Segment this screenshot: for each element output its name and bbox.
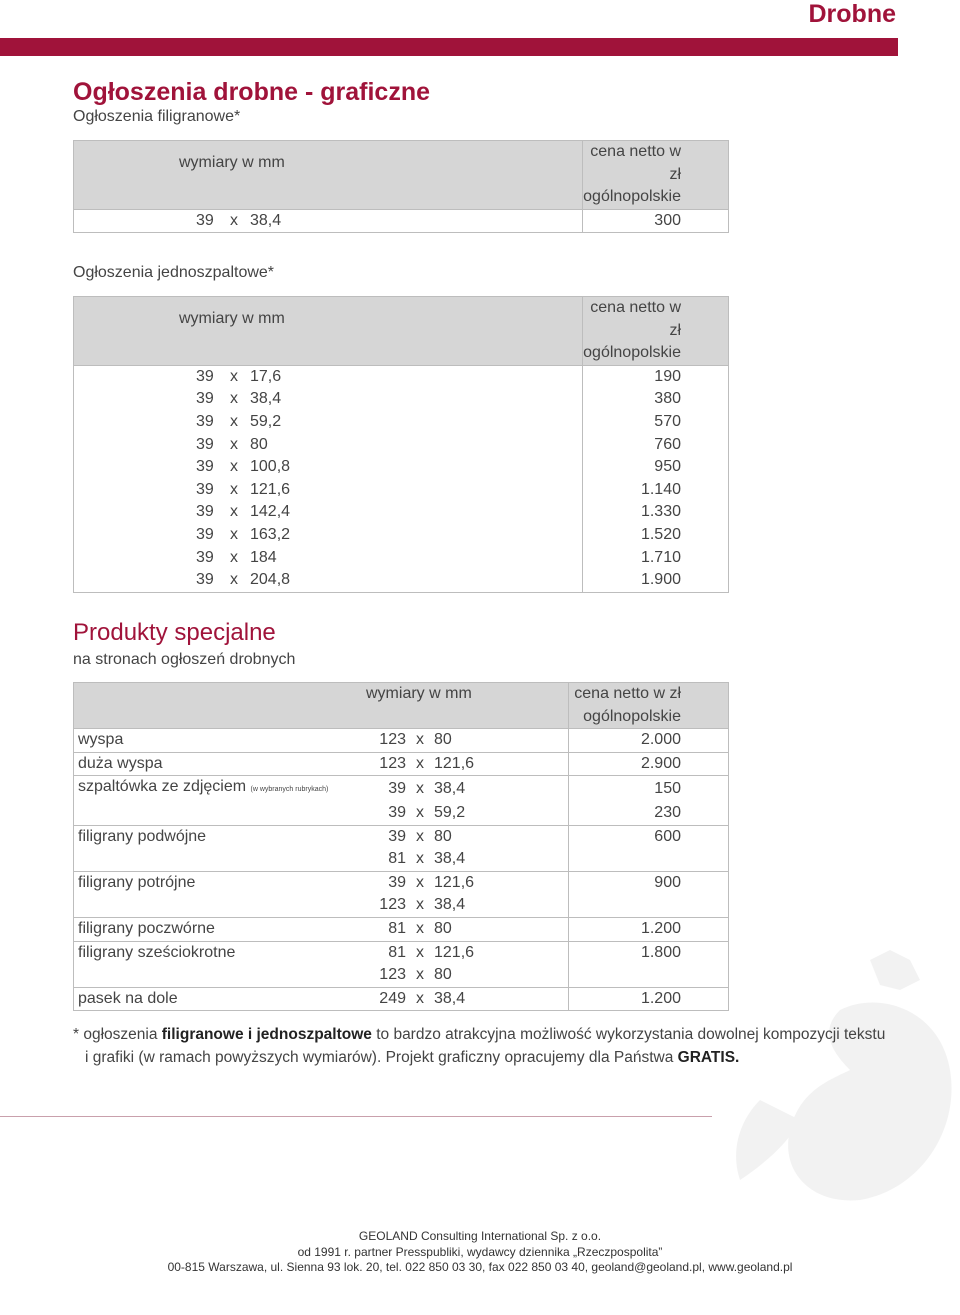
table-header-row bbox=[74, 683, 729, 706]
table-row bbox=[74, 569, 729, 592]
header-bar bbox=[0, 38, 898, 56]
price-cell: 1.800 bbox=[569, 941, 729, 964]
product-name: filigrany poczwórne bbox=[78, 919, 215, 937]
product-name-cell bbox=[74, 802, 336, 825]
table-header-row bbox=[74, 706, 729, 729]
height-value: 38,4 bbox=[250, 211, 282, 229]
price-cell bbox=[569, 964, 729, 987]
price-cell: 950 bbox=[583, 456, 729, 479]
dimensions-cell bbox=[74, 388, 583, 411]
product-name: wyspa bbox=[78, 731, 124, 749]
product-name: duża wyspa bbox=[78, 754, 163, 772]
width-value: 39 bbox=[196, 412, 214, 430]
price-cell: 230 bbox=[569, 802, 729, 825]
page-title: Ogłoszenia drobne - graficzne bbox=[73, 78, 430, 106]
product-note: (w wybranych rubrykach) bbox=[250, 786, 329, 794]
height-value: 204,8 bbox=[250, 571, 291, 589]
dimensions-cell bbox=[74, 209, 583, 233]
height-value: 121,6 bbox=[434, 873, 475, 891]
dimensions-cell bbox=[335, 917, 569, 941]
product-name-cell bbox=[74, 987, 336, 1011]
times-sign: x bbox=[416, 966, 424, 984]
dimensions-cell bbox=[335, 987, 569, 1011]
height-value: 184 bbox=[250, 548, 277, 566]
price-cell: 570 bbox=[583, 411, 729, 434]
width-value: 39 bbox=[388, 779, 406, 797]
height-value: 163,2 bbox=[250, 525, 291, 543]
product-name-cell bbox=[74, 917, 336, 941]
product-name: pasek na dole bbox=[78, 989, 178, 1007]
table-row bbox=[74, 524, 729, 547]
dimensions-cell bbox=[335, 848, 569, 871]
table-row bbox=[74, 987, 729, 1011]
times-sign: x bbox=[230, 390, 238, 408]
footer-contact: 00-815 Warszawa, ul. Sienna 93 lok. 20, tel. 022 850 03 30, fax 022 850 03 40, geoland@geoland.pl, www.geoland.pl bbox=[167, 1260, 793, 1274]
table-row bbox=[74, 456, 729, 479]
table-row bbox=[74, 776, 729, 802]
dimensions-cell bbox=[335, 802, 569, 825]
price-cell: 1.900 bbox=[583, 569, 729, 592]
header-price: cena netto w zł bbox=[583, 141, 729, 187]
section-tab-title: Drobne bbox=[808, 0, 896, 28]
table-row bbox=[74, 917, 729, 941]
width-value: 123 bbox=[379, 754, 406, 772]
single-column-subtitle: Ogłoszenia jednoszpaltowe* bbox=[73, 264, 275, 281]
footer-divider bbox=[0, 1116, 712, 1117]
width-value: 39 bbox=[196, 503, 214, 521]
width-value: 39 bbox=[196, 525, 214, 543]
table-row bbox=[74, 547, 729, 570]
height-value: 80 bbox=[434, 966, 452, 984]
height-value: 38,4 bbox=[434, 779, 466, 797]
footnote-text-1: * ogłoszenia bbox=[73, 1026, 162, 1043]
table-row bbox=[74, 729, 729, 753]
dimensions-cell bbox=[335, 729, 569, 753]
single-column-price-table bbox=[73, 296, 729, 593]
product-name-cell bbox=[74, 894, 336, 917]
price-cell: 900 bbox=[569, 871, 729, 894]
times-sign: x bbox=[416, 919, 424, 937]
times-sign: x bbox=[230, 367, 238, 385]
table-row bbox=[74, 501, 729, 524]
times-sign: x bbox=[230, 548, 238, 566]
special-products-title: Produkty specjalne bbox=[73, 619, 276, 646]
product-name-cell bbox=[74, 848, 336, 871]
table-row bbox=[74, 894, 729, 917]
price-cell: 2.000 bbox=[569, 729, 729, 753]
width-value: 39 bbox=[388, 827, 406, 845]
header-price-scope: ogólnopolskie bbox=[583, 342, 729, 365]
table-row bbox=[74, 411, 729, 434]
times-sign: x bbox=[416, 754, 424, 772]
dimensions-cell bbox=[74, 547, 583, 570]
width-value: 249 bbox=[379, 989, 406, 1007]
height-value: 59,2 bbox=[434, 803, 466, 821]
table-row bbox=[74, 825, 729, 848]
times-sign: x bbox=[230, 458, 238, 476]
height-value: 142,4 bbox=[250, 503, 291, 521]
width-value: 39 bbox=[196, 548, 214, 566]
table-row bbox=[74, 848, 729, 871]
header-price: cena netto w zł bbox=[569, 683, 729, 706]
special-products-subtitle: na stronach ogłoszeń drobnych bbox=[73, 651, 296, 668]
header-price-scope: ogólnopolskie bbox=[583, 186, 729, 209]
height-value: 38,4 bbox=[434, 896, 466, 914]
dimensions-cell bbox=[74, 524, 583, 547]
width-value: 39 bbox=[196, 390, 214, 408]
height-value: 121,6 bbox=[434, 754, 475, 772]
table-header-row bbox=[74, 342, 729, 365]
product-name-cell bbox=[74, 729, 336, 753]
price-cell: 150 bbox=[569, 776, 729, 802]
footnote-text-3: i grafiki (w ramach powyższych wymiarów). Projekt graficzny opracujemy dla Państwa bbox=[85, 1049, 678, 1066]
table-row bbox=[74, 964, 729, 987]
table-row bbox=[74, 434, 729, 457]
table-header-row bbox=[74, 141, 729, 187]
price-cell: 1.140 bbox=[583, 479, 729, 502]
price-cell bbox=[569, 894, 729, 917]
footnote bbox=[73, 1023, 893, 1069]
eagle-watermark-icon bbox=[720, 950, 960, 1210]
filigree-price-table bbox=[73, 140, 729, 233]
width-value: 81 bbox=[388, 919, 406, 937]
height-value: 38,4 bbox=[434, 989, 466, 1007]
product-name-cell bbox=[74, 941, 336, 964]
dimensions-cell bbox=[74, 456, 583, 479]
height-value: 121,6 bbox=[250, 480, 291, 498]
special-products-table bbox=[73, 682, 729, 1011]
product-name-cell bbox=[74, 752, 336, 776]
header-dimensions: wymiary w mm bbox=[74, 297, 583, 343]
price-cell: 1.200 bbox=[569, 917, 729, 941]
height-value: 100,8 bbox=[250, 458, 291, 476]
dimensions-cell bbox=[74, 501, 583, 524]
times-sign: x bbox=[416, 896, 424, 914]
price-cell: 1.330 bbox=[583, 501, 729, 524]
dimensions-cell bbox=[74, 479, 583, 502]
times-sign: x bbox=[416, 989, 424, 1007]
price-cell: 760 bbox=[583, 434, 729, 457]
width-value: 81 bbox=[388, 943, 406, 961]
product-name-cell bbox=[74, 776, 336, 802]
times-sign: x bbox=[416, 827, 424, 845]
dimensions-cell bbox=[335, 941, 569, 964]
times-sign: x bbox=[230, 571, 238, 589]
width-value: 81 bbox=[388, 850, 406, 868]
dimensions-cell bbox=[335, 871, 569, 894]
height-value: 59,2 bbox=[250, 412, 282, 430]
dimensions-cell bbox=[335, 894, 569, 917]
times-sign: x bbox=[416, 779, 424, 797]
times-sign: x bbox=[416, 850, 424, 868]
price-cell: 1.200 bbox=[569, 987, 729, 1011]
price-cell: 190 bbox=[583, 365, 729, 388]
times-sign: x bbox=[230, 211, 238, 229]
table-row bbox=[74, 388, 729, 411]
times-sign: x bbox=[230, 435, 238, 453]
dimensions-cell bbox=[74, 411, 583, 434]
table-row bbox=[74, 479, 729, 502]
width-value: 39 bbox=[388, 873, 406, 891]
price-cell: 2.900 bbox=[569, 752, 729, 776]
product-name-cell bbox=[74, 825, 336, 848]
product-name-cell bbox=[74, 964, 336, 987]
dimensions-cell bbox=[74, 365, 583, 388]
height-value: 38,4 bbox=[434, 850, 466, 868]
price-cell: 600 bbox=[569, 825, 729, 848]
table-row bbox=[74, 752, 729, 776]
width-value: 39 bbox=[196, 211, 214, 229]
times-sign: x bbox=[230, 503, 238, 521]
width-value: 123 bbox=[379, 966, 406, 984]
height-value: 80 bbox=[434, 731, 452, 749]
width-value: 39 bbox=[196, 480, 214, 498]
dimensions-cell bbox=[335, 752, 569, 776]
product-name: filigrany podwójne bbox=[78, 827, 207, 845]
height-value: 121,6 bbox=[434, 943, 475, 961]
width-value: 39 bbox=[196, 435, 214, 453]
width-value: 123 bbox=[379, 896, 406, 914]
width-value: 39 bbox=[196, 367, 214, 385]
price-cell: 1.520 bbox=[583, 524, 729, 547]
table-header-row bbox=[74, 297, 729, 343]
times-sign: x bbox=[230, 412, 238, 430]
height-value: 38,4 bbox=[250, 390, 282, 408]
width-value: 123 bbox=[379, 731, 406, 749]
times-sign: x bbox=[230, 480, 238, 498]
price-cell bbox=[569, 848, 729, 871]
table-row bbox=[74, 209, 729, 233]
times-sign: x bbox=[416, 731, 424, 749]
product-name: filigrany potrójne bbox=[78, 873, 196, 891]
dimensions-cell bbox=[335, 964, 569, 987]
footnote-bold-1: filigranowe i jednoszpaltowe bbox=[161, 1026, 372, 1043]
dimensions-cell bbox=[74, 569, 583, 592]
header-price-scope: ogólnopolskie bbox=[569, 706, 729, 729]
header-dimensions: wymiary w mm bbox=[74, 141, 583, 187]
dimensions-cell bbox=[335, 776, 569, 802]
product-name-cell bbox=[74, 871, 336, 894]
product-name: szpaltówka ze zdjęciem bbox=[78, 778, 247, 796]
price-cell: 300 bbox=[583, 209, 729, 233]
table-header-row bbox=[74, 186, 729, 209]
footnote-text-2: to bardzo atrakcyjna możliwość wykorzystania dowolnej kompozycji tekstu bbox=[371, 1026, 886, 1043]
product-name: filigrany sześciokrotne bbox=[78, 943, 236, 961]
price-cell: 380 bbox=[583, 388, 729, 411]
width-value: 39 bbox=[196, 458, 214, 476]
height-value: 80 bbox=[434, 919, 452, 937]
times-sign: x bbox=[416, 873, 424, 891]
height-value: 80 bbox=[434, 827, 452, 845]
table-row bbox=[74, 365, 729, 388]
height-value: 17,6 bbox=[250, 367, 282, 385]
width-value: 39 bbox=[388, 803, 406, 821]
table-row bbox=[74, 802, 729, 825]
footer-partner: od 1991 r. partner Presspubliki, wydawcy dziennika „Rzeczpospolita” bbox=[297, 1245, 663, 1259]
times-sign: x bbox=[230, 525, 238, 543]
footnote-bold-2: GRATIS. bbox=[677, 1049, 740, 1066]
dimensions-cell bbox=[335, 825, 569, 848]
times-sign: x bbox=[416, 943, 424, 961]
width-value: 39 bbox=[196, 571, 214, 589]
header-dimensions: wymiary w mm bbox=[335, 683, 569, 706]
filigree-subtitle: Ogłoszenia filigranowe* bbox=[73, 108, 241, 125]
table-row bbox=[74, 941, 729, 964]
footer-company: GEOLAND Consulting International Sp. z o.o. bbox=[358, 1229, 602, 1243]
table-row bbox=[74, 871, 729, 894]
height-value: 80 bbox=[250, 435, 268, 453]
dimensions-cell bbox=[74, 434, 583, 457]
header-price: cena netto w zł bbox=[583, 297, 729, 343]
price-cell: 1.710 bbox=[583, 547, 729, 570]
times-sign: x bbox=[416, 803, 424, 821]
